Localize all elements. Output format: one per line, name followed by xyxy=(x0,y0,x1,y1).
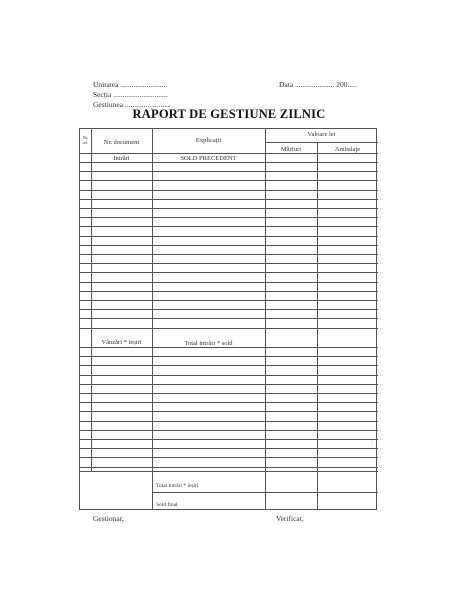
col-marfuri: Mărfuri xyxy=(280,146,302,153)
row-line xyxy=(80,291,378,292)
col-nr-document: Nr. document xyxy=(103,139,140,146)
row-line xyxy=(80,217,378,218)
verificat-label: Verificat, xyxy=(276,514,304,523)
totals-top-line xyxy=(80,471,378,472)
row-line xyxy=(80,439,378,440)
row-line xyxy=(80,365,378,366)
row-line xyxy=(80,347,378,348)
row-intrari: Intrări xyxy=(113,155,130,162)
row-line xyxy=(80,318,378,319)
row-line xyxy=(80,272,378,273)
row-line xyxy=(80,411,378,412)
unitatea-field: Unitatea ......................... xyxy=(93,80,168,89)
row-line xyxy=(80,236,378,237)
report-table xyxy=(79,128,377,510)
row-line xyxy=(80,190,378,191)
page-title: RAPORT DE GESTIUNE ZILNIC xyxy=(132,107,326,121)
row-line xyxy=(80,448,378,449)
valoare-subheader-line xyxy=(265,142,378,143)
gestiunea-field: Gestiunea ........................ xyxy=(93,100,170,109)
row-line xyxy=(80,282,378,283)
row-line xyxy=(80,402,378,403)
col-ambalaje: Ambalaje xyxy=(334,146,361,153)
row-total-intrari-sold: Total intrări * sold xyxy=(184,340,233,347)
row-line xyxy=(80,263,378,264)
row-line xyxy=(80,356,378,357)
row-line xyxy=(80,180,378,181)
row-line xyxy=(80,254,378,255)
row-line xyxy=(80,430,378,431)
row-line xyxy=(80,384,378,385)
row-line xyxy=(80,226,378,227)
row-line xyxy=(80,199,378,200)
col-divider-explicatii xyxy=(265,129,266,509)
row-line xyxy=(80,467,378,468)
header-left xyxy=(93,80,170,110)
header-bottom-line xyxy=(80,153,378,154)
sectia-field: Secția ............................. xyxy=(93,90,168,99)
row-sold-final: Sold final xyxy=(156,502,178,508)
row-vanzari: Vânzări * ieșiri xyxy=(101,339,142,346)
print-code: ◦ ◦ ◦ xyxy=(370,439,374,445)
col-divider-marfuri xyxy=(317,142,318,509)
row-line xyxy=(80,309,378,310)
row-line xyxy=(80,393,378,394)
row-line xyxy=(80,421,378,422)
row-line xyxy=(80,208,378,209)
data-field: Data ..................... 200..... xyxy=(279,80,357,89)
row-line xyxy=(80,457,378,458)
row-line xyxy=(80,328,378,329)
row-total-intrari-iesiri: Total intrări * ieșiri xyxy=(156,483,199,489)
col-valoare: Valoare lei xyxy=(307,131,336,138)
row-line xyxy=(80,300,378,301)
row-line xyxy=(80,171,378,172)
col-nr-crt: Nr. crt. xyxy=(82,135,89,145)
row-line xyxy=(80,375,378,376)
col-divider-document xyxy=(152,129,153,509)
row-line xyxy=(80,245,378,246)
row-line xyxy=(80,162,378,163)
row-sold-precedent: SOLD PRECEDENT xyxy=(180,155,237,162)
col-explicatii: Explicații xyxy=(195,137,222,144)
gestionar-label: Gestionar, xyxy=(93,514,124,523)
totals-mid-line xyxy=(152,492,378,493)
